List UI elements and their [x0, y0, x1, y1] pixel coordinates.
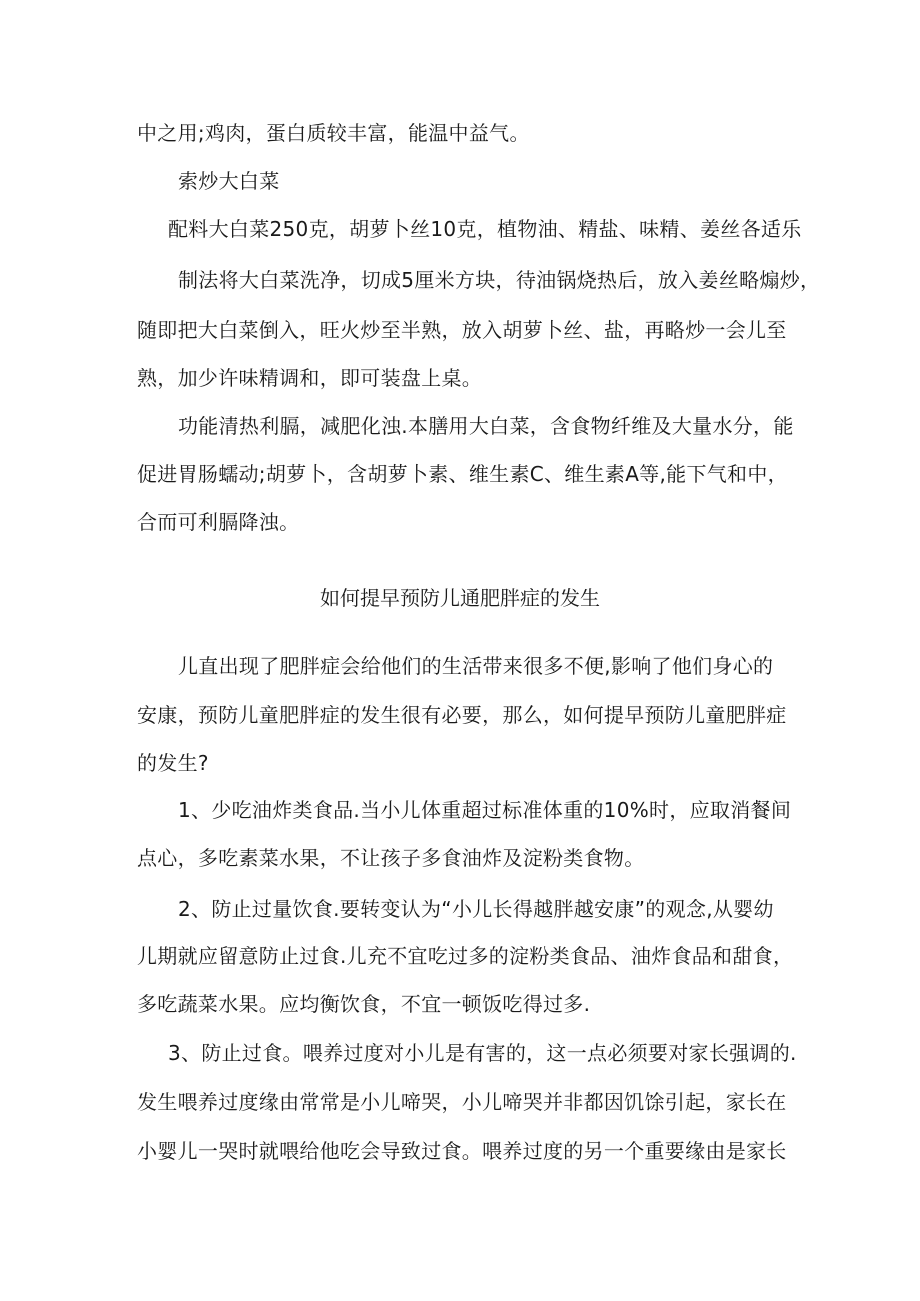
text-line: 促进胃肠蠕动;胡萝卜，含胡萝卜素、维生素C、维生素A等,能下气和中，	[137, 462, 788, 486]
text-line: 点心，多吃素菜水果，不让孩子多食油炸及淀粉类食物。	[137, 846, 645, 870]
text-line: 合而可利膈降浊。	[137, 510, 300, 534]
text-line: 儿期就应留意防止过食.儿充不宜吃过多的淀粉类食品、油炸食品和甜食，	[137, 944, 794, 968]
text-line: 制法将大白菜洗净，切成5厘米方块，待油锅烧热后，放入姜丝略煽炒，	[178, 268, 821, 292]
text-line: 安康，预防儿童肥胖症的发生很有必要，那么，如何提早预防儿童肥胖症	[137, 703, 787, 727]
text-line: 3、防止过食。喂养过度对小儿是有害的，这一点必须要对家长强调的.	[168, 1041, 797, 1065]
section-heading: 如何提早预防儿通肥胖症的发生	[320, 586, 600, 610]
text-line: 随即把大白菜倒入，旺火炒至半熟，放入胡萝卜丝、盐，再略炒一会儿至	[137, 318, 787, 342]
text-line: 的发生?	[137, 751, 209, 775]
text-line: 小婴儿一哭时就喂给他吃会导致过食。喂养过度的另一个重要缘由是家长	[137, 1139, 787, 1163]
text-line: 1、少吃油炸类食品.当小儿体重超过标准体重的10%时，应取消餐间	[178, 798, 792, 822]
text-line: 2、防止过量饮食.要转变认为“小儿长得越胖越安康”的观念,从婴幼	[178, 897, 774, 921]
text-line: 配料大白菜250克，胡萝卜丝10克，植物油、精盐、味精、姜丝各适乐	[168, 217, 802, 241]
text-line: 儿直出现了肥胖症会给他们的生活带来很多不便,影响了他们身心的	[178, 654, 774, 678]
text-line: 功能清热利膈，减肥化浊.本膳用大白菜，含食物纤维及大量水分，能	[178, 414, 794, 438]
text-line: 多吃蔬菜水果。应均衡饮食，不宜一顿饭吃得过多.	[137, 992, 591, 1016]
text-line: 发生喂养过度缘由常常是小儿啼哭，小儿啼哭并非都因饥馀引起，家长在	[137, 1090, 787, 1114]
text-line: 中之用;鸡肉，蛋白质较丰富，能温中益气。	[137, 121, 530, 145]
recipe-title: 索炒大白菜	[178, 169, 280, 193]
text-line: 熟，加少许味精调和，即可装盘上桌。	[137, 366, 483, 390]
